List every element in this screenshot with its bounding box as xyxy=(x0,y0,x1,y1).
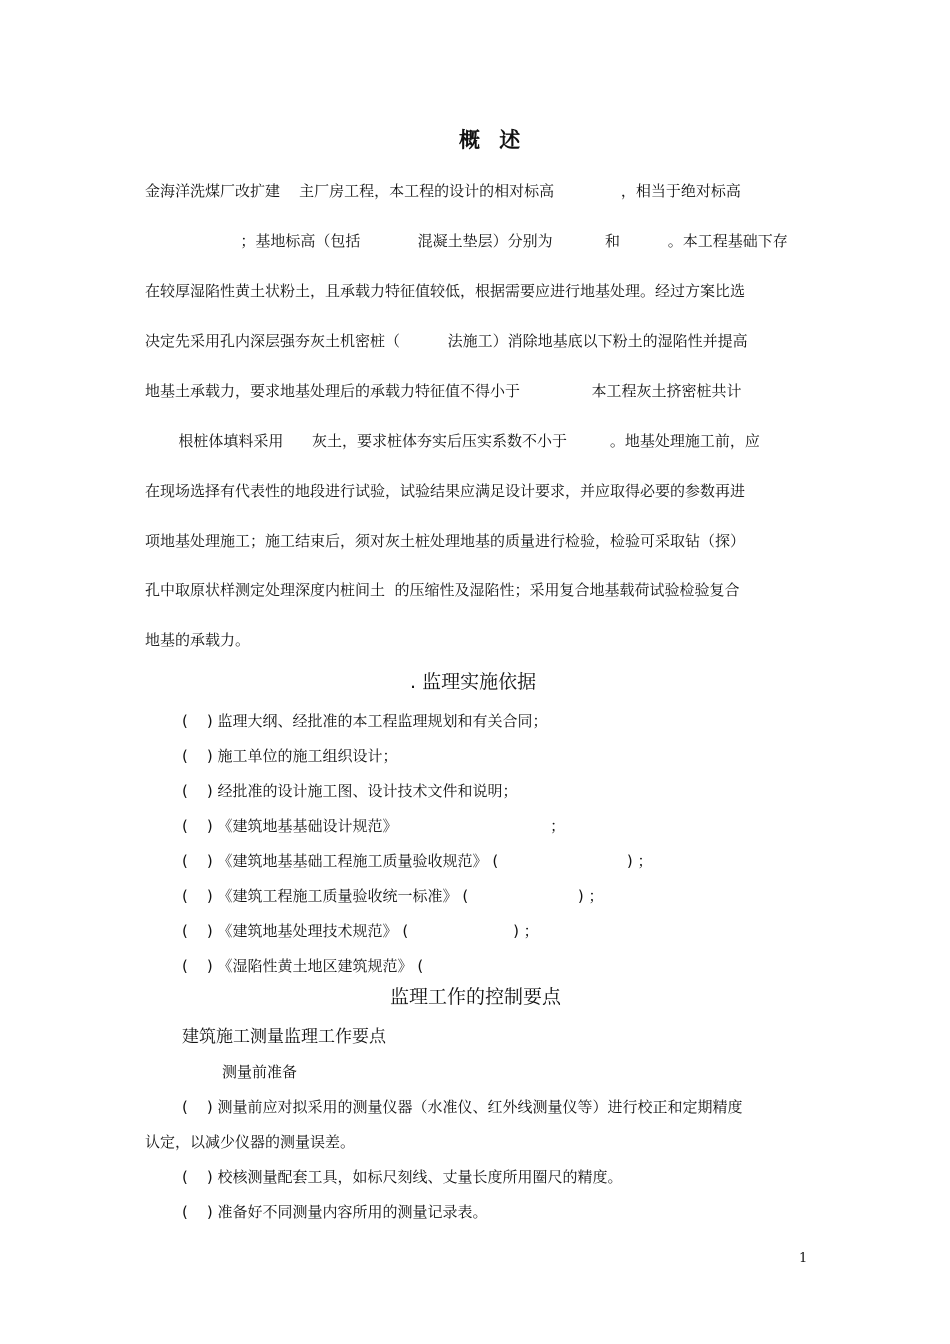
page-number: 1 xyxy=(799,1251,808,1266)
control-heading: 监理工作的控制要点 xyxy=(390,986,562,1008)
intro-line: 地基土承载力，要求地基处理后的承载力特征值不得小于 本工程灰土挤密桩共计 xyxy=(145,382,742,400)
intro-line: 决定先采用孔内深层强夯灰土机密桩（ 法施工）消除地基底以下粉土的湿陷性并提高 xyxy=(145,332,748,350)
intro-line: 在较厚湿陷性黄土状粉土，且承载力特征值较低，根据需要应进行地基处理。经过方案比选 xyxy=(145,282,746,300)
list-item: ( ) 校核测量配套工具，如标尺刻线、丈量长度所用圈尺的精度。 xyxy=(182,1168,623,1186)
intro-line: 在现场选择有代表性的地段进行试验，试验结果应满足设计要求，并应取得必要的参数再进 xyxy=(145,482,746,500)
intro-line: 金海洋洗煤厂改扩建 主厂房工程，本工程的设计的相对标高 ，相当于绝对标高 xyxy=(145,182,741,200)
list-item: ( ) 《湿陷性黄土地区建筑规范》 ( xyxy=(182,957,424,975)
intro-line: 孔中取原状样测定处理深度内桩间土 的压缩性及湿陷性；采用复合地基载荷试验检验复合 xyxy=(145,581,740,599)
list-item: 认定，以减少仪器的测量误差。 xyxy=(145,1133,356,1151)
list-item: ( ) 经批准的设计施工图、设计技术文件和说明； xyxy=(182,782,518,800)
list-item: ( ) 《建筑工程施工质量验收统一标准》 ( ) ； xyxy=(182,887,604,905)
list-item: ( ) 监理大纲、经批准的本工程监理规划和有关合同； xyxy=(182,712,548,730)
intro-line: ；基地标高（包括 混凝土垫层）分别为 和 。本工程基础下存 xyxy=(145,232,788,250)
list-item: ( ) 准备好不同测量内容所用的测量记录表。 xyxy=(182,1203,488,1221)
intro-line: 根桩体填料采用 灰土，要求桩体夯实后压实系数不小于 。地基处理施工前，应 xyxy=(145,432,760,450)
basis-heading: . 监理实施依据 xyxy=(410,671,537,693)
prep-heading: 测量前准备 xyxy=(222,1063,298,1081)
list-item: ( ) 测量前应对拟采用的测量仪器（水准仪、红外线测量仪等）进行校正和定期精度 xyxy=(182,1098,743,1116)
survey-heading: 建筑施工测量监理工作要点 xyxy=(182,1027,386,1047)
list-item: ( ) 《建筑地基基础设计规范》 ； xyxy=(182,817,566,835)
intro-line: 地基的承载力。 xyxy=(145,631,251,649)
page-title: 概 述 xyxy=(459,128,527,152)
list-item: ( ) 《建筑地基处理技术规范》 ( ) ； xyxy=(182,922,539,940)
list-item: ( ) 《建筑地基基础工程施工质量验收规范》 ( ) ； xyxy=(182,852,653,870)
intro-line: 项地基处理施工；施工结束后，须对灰土桩处理地基的质量进行检验，检验可采取钻（探） xyxy=(145,532,746,550)
list-item: ( ) 施工单位的施工组织设计； xyxy=(182,747,398,765)
